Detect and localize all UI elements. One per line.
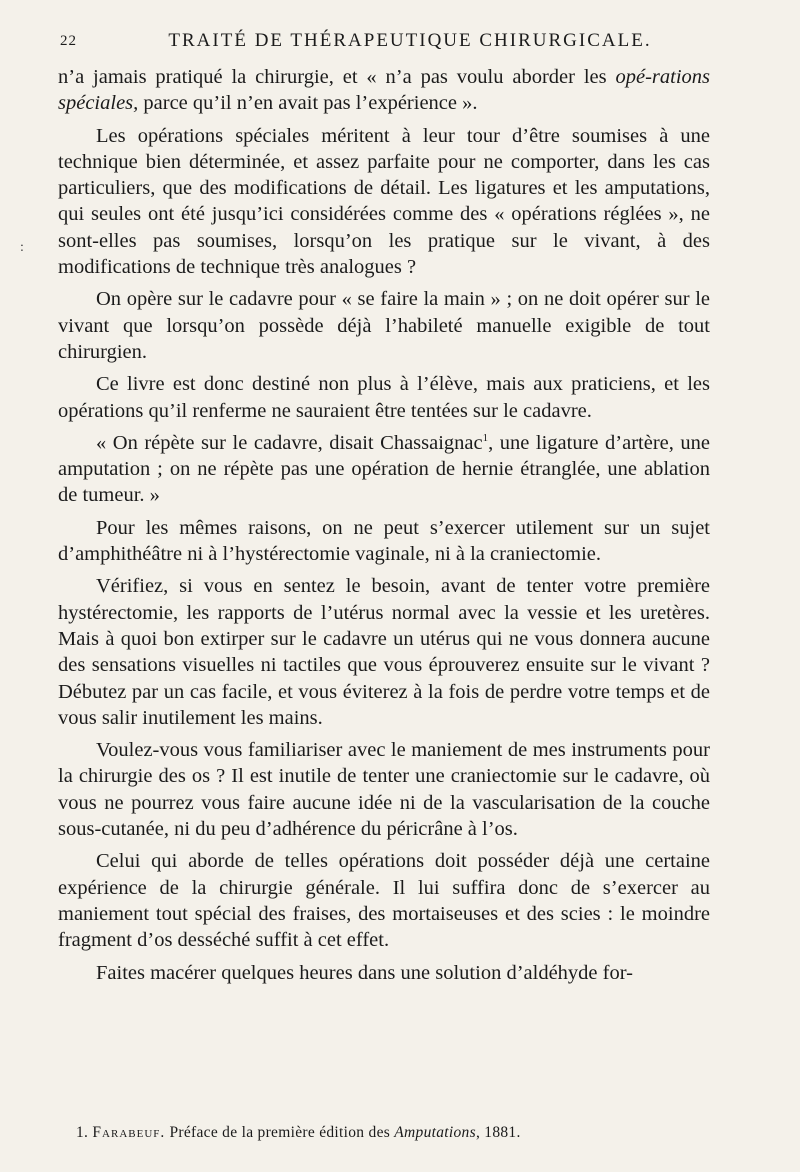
- paragraph-10: Faites macérer quelques heures dans une solution d’aldéhyde for-: [96, 961, 633, 984]
- body-text: [58, 64, 710, 992]
- paragraph-5-quote: [58, 430, 710, 509]
- paragraph-7: Vérifiez, si vous en sentez le besoin, avant de tenter votre première hystérectomie, les rapports de l’utérus normal avec la vessie et les uretères. Mais à quoi bon extirper sur le cadavre un utérus qui ne vous donnera aucune des sensations visuelles ni tactiles que vous éprouverez ensuite sur le vivant ? Débutez par un cas facile, et vous éviterez à la fois de perdre votre temps et de vous salir inutilement les mains.: [58, 575, 710, 729]
- quote-text-b: , une ligature d’artère, une amputation ; on ne répète pas une opération de hernie étranglée, une ablation de tumeur. »: [58, 431, 711, 507]
- footnote-number: 1.: [76, 1124, 89, 1141]
- margin-mark: :: [20, 240, 24, 255]
- quote-text-a: « On répète sur le cadavre, disait Chassaignac: [96, 431, 483, 454]
- paragraph-1: [58, 64, 710, 117]
- paragraph-4: Ce livre est donc destiné non plus à l’élève, mais aux praticiens, et les opérations qu’il renferme ne sauraient être tentées sur le cadavre.: [58, 373, 710, 422]
- paragraph-9: Celui qui aborde de telles opérations doit posséder déjà une certaine expérience de la chirurgie générale. Il lui suffira donc de s’exercer au maniement tout spécial des fraises, des mortaiseuses et des scies : le moindre fragment d’os desséché suffit à cet effet.: [58, 850, 710, 952]
- footnote-title: Amputations: [394, 1124, 476, 1141]
- paragraph-3: On opère sur le cadavre pour « se faire la main » ; on ne doit opérer sur le vivant que lorsqu’on possède déjà l’habileté manuelle exigible de tout chirurgien.: [58, 288, 710, 363]
- footnote-text-b: , 1881.: [475, 1124, 521, 1141]
- paragraph-2: Les opérations spéciales méritent à leur tour d’être soumises à une technique bien déterminée, et assez parfaite pour ne comporter, dans les cas particuliers, que des modifications de détail. Les ligatures et les amputations, qui seules ont été jusqu’ici considérées comme des « opérations réglées », ne sont-elles pas soumises, lorsqu’on les pratique sur le vivant, à des modifications de technique très analogues ?: [58, 124, 710, 279]
- paragraph-1-italic: opé-rations spéciales,: [58, 66, 710, 115]
- footnote-text-a: Préface de la première édition des: [165, 1124, 395, 1141]
- page-number: 22: [60, 33, 77, 49]
- running-head: TRAITÉ DE THÉRAPEUTIQUE CHIRURGICALE.: [168, 30, 652, 51]
- footnote-author: Farabeuf.: [92, 1124, 166, 1141]
- page-header: [0, 30, 800, 54]
- footnote: [76, 1124, 716, 1142]
- paragraph-8: Voulez-vous vous familiariser avec le maniement de mes instruments pour la chirurgie des os ? Il est inutile de tenter une craniectomie sur le cadavre, où vous ne pourrez vous faire aucune idée ni de la vascularisation de la couche sous-cutanée, ni du peu d’adhérence du péricrâne à l’os.: [58, 739, 710, 841]
- paragraph-6: Pour les mêmes raisons, on ne peut s’exercer utilement sur un sujet d’amphithéâtre ni à l’hystérectomie vaginale, ni à la craniectomie.: [58, 516, 710, 566]
- paragraph-1-text-b: parce qu’il n’en avait pas l’expérience ».: [138, 92, 478, 115]
- footnote-reference[interactable]: 1: [482, 432, 489, 445]
- paragraph-1-text-a: n’a jamais pratiqué la chirurgie, et « n’a pas voulu aborder les: [58, 66, 616, 88]
